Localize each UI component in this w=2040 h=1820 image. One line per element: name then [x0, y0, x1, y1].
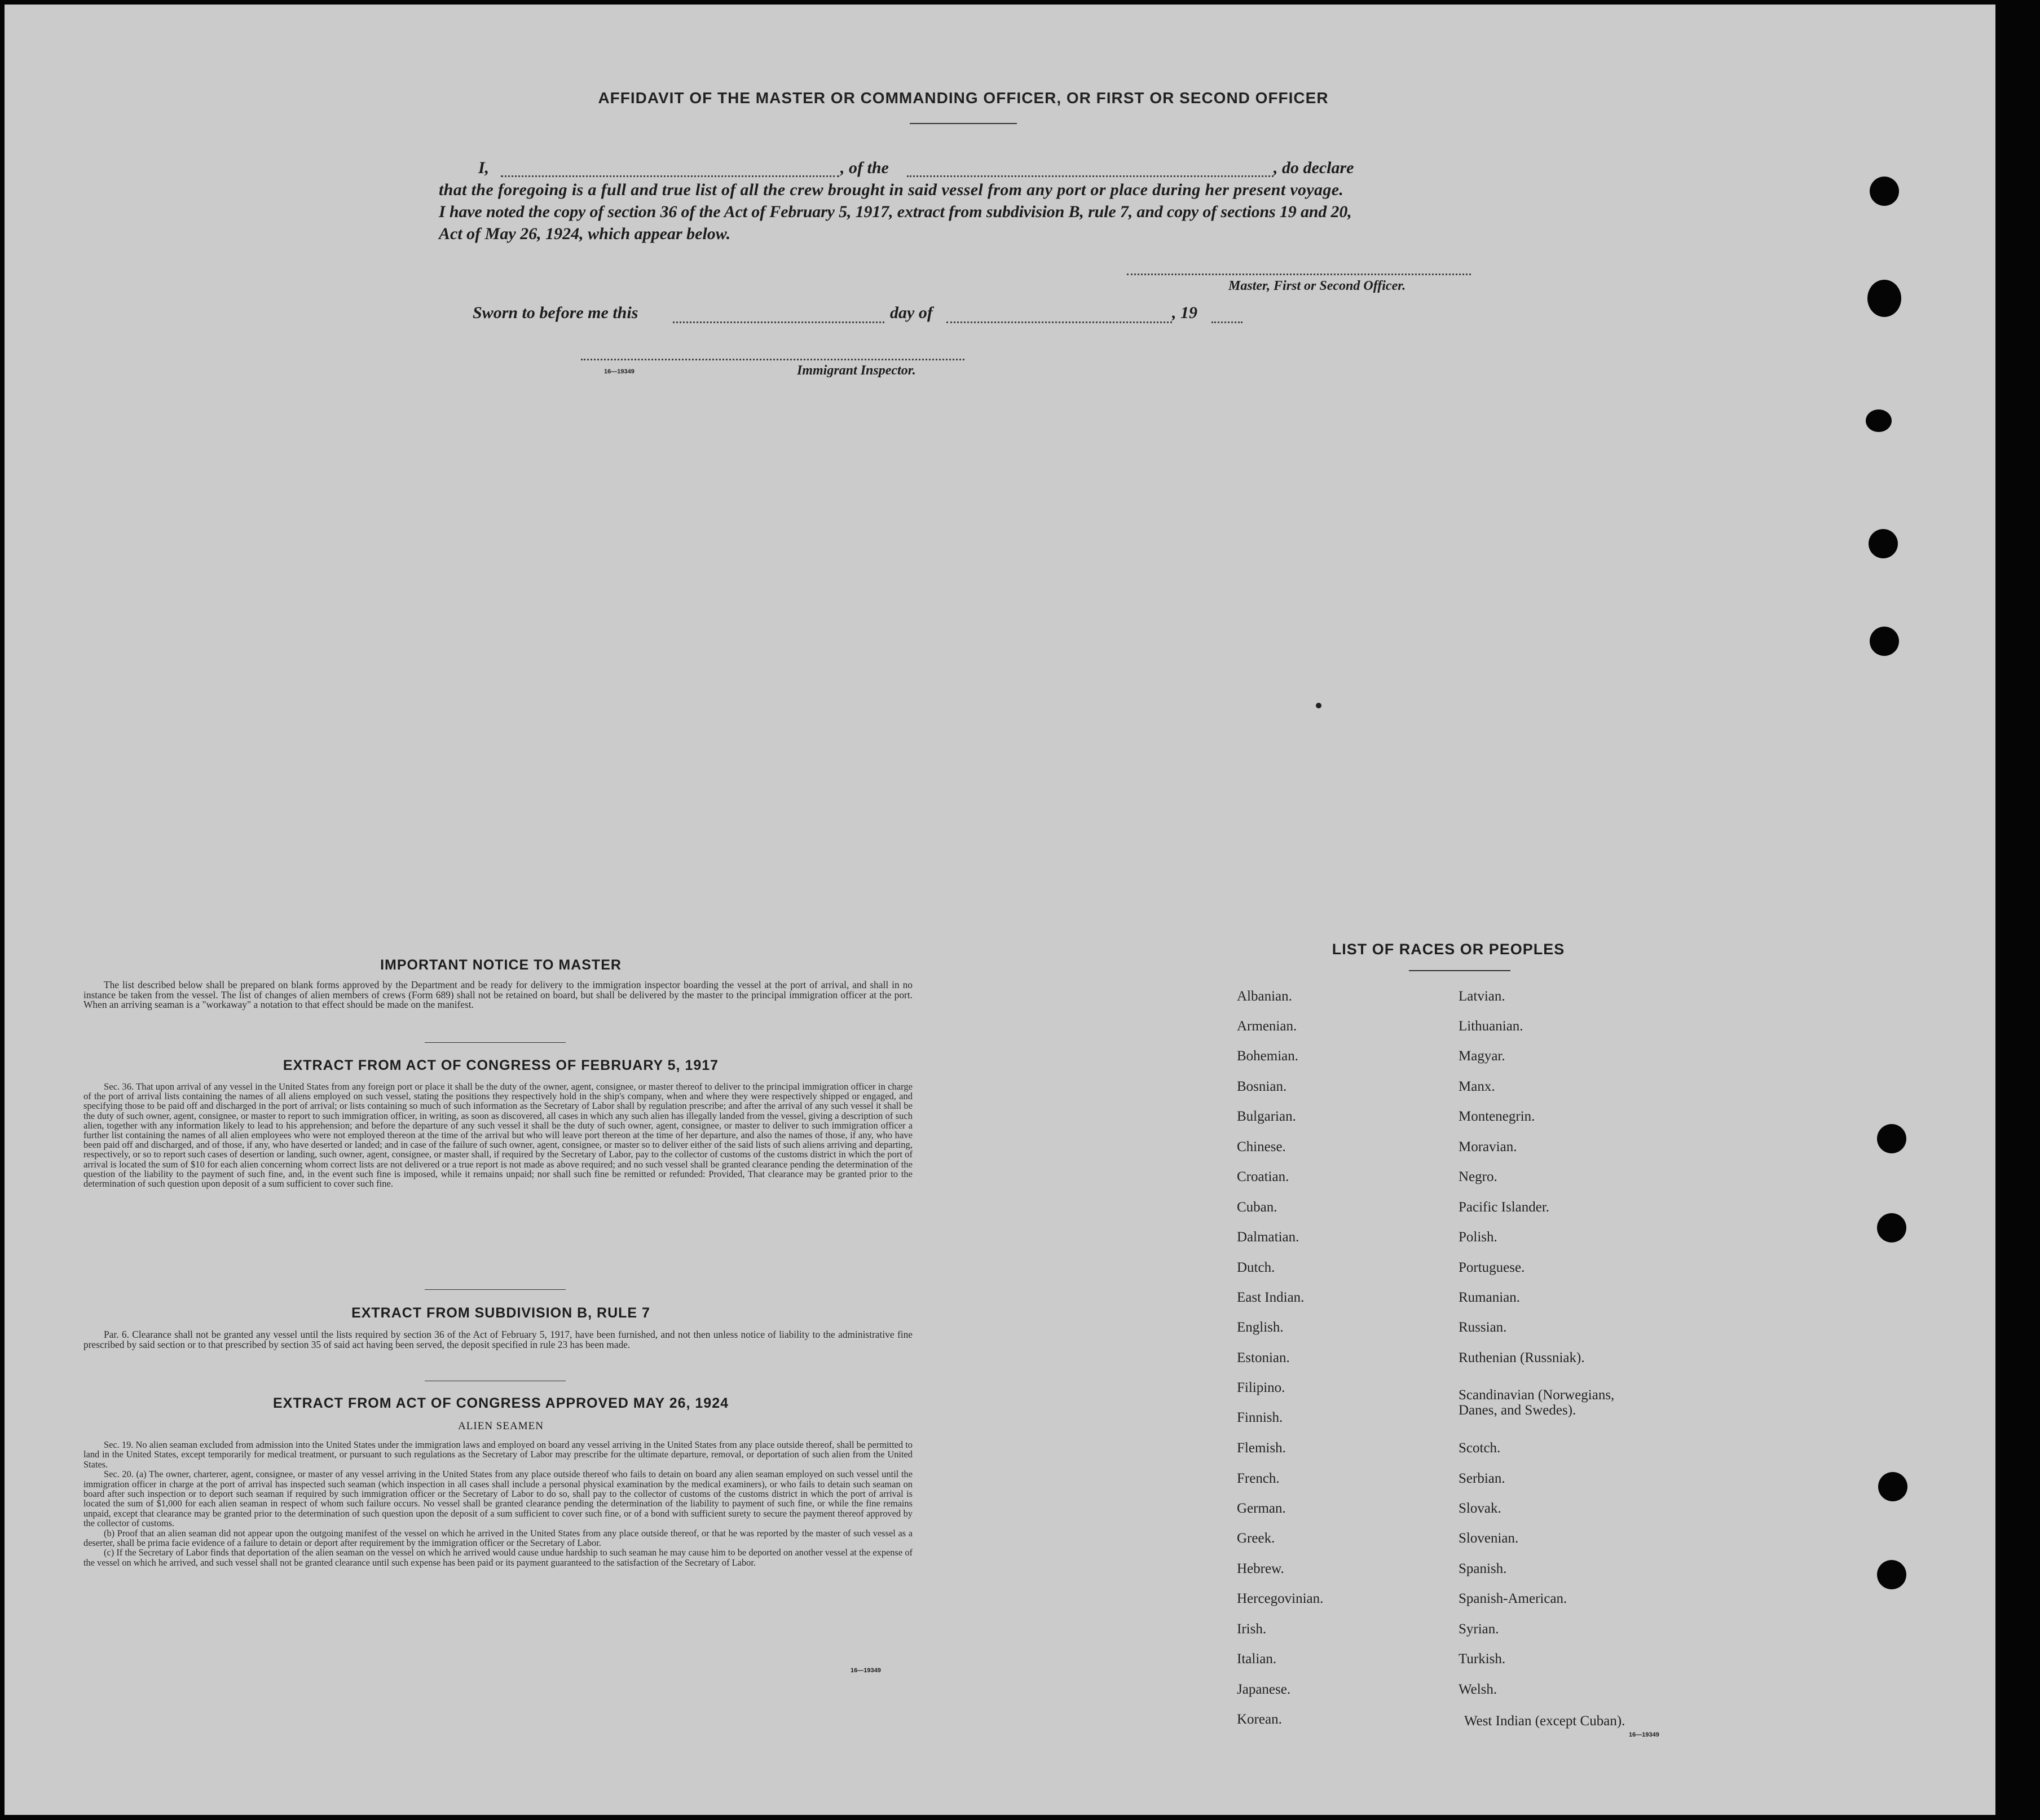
- extract-1924-text: [83, 1440, 913, 1660]
- sworn-line: [473, 303, 1262, 326]
- races-title: LIST OF RACES OR PEOPLES: [1332, 941, 1565, 958]
- race-item: Lithuanian.: [1459, 1019, 1523, 1034]
- vessel-blank: [907, 175, 1274, 177]
- punch-hole: [1877, 1213, 1906, 1242]
- race-item: Filipino.: [1237, 1380, 1285, 1395]
- declaration-i: I,: [478, 158, 490, 177]
- race-item: Flemish.: [1237, 1440, 1286, 1456]
- race-item: Armenian.: [1237, 1019, 1297, 1034]
- race-item: French.: [1237, 1471, 1280, 1486]
- divider: [425, 1289, 566, 1290]
- race-item: East Indian.: [1237, 1290, 1305, 1305]
- extract-1917-text: [83, 1082, 913, 1279]
- race-item: Estonian.: [1237, 1350, 1290, 1365]
- race-item: German.: [1237, 1501, 1286, 1516]
- sworn-day-of: day of: [890, 303, 933, 322]
- affidavit-title: AFFIDAVIT OF THE MASTER OR COMMANDING OFFICER, OR FIRST OR SECOND OFFICER: [598, 89, 1329, 107]
- race-item: Slovak.: [1459, 1501, 1501, 1516]
- form-number-top: 16—19349: [604, 368, 635, 375]
- race-item: Bohemian.: [1237, 1048, 1299, 1064]
- race-item: Moravian.: [1459, 1139, 1517, 1154]
- race-item: Serbian.: [1459, 1471, 1505, 1486]
- section-36-paragraph: Sec. 36. That upon arrival of any vessel in the United States from any foreign port or place it shall be the duty of the owner, agent, consignee, or master thereof to deliver to the principal immigration officer in charge of the port of arrival lists containing the names of all aliens employed on such vessel, stating the positions they respectively hold in the ship's company, when and where they were respectively shipped or engaged, and specifying those to be paid off and discharged in the port of arrival; or lists containing so much of such information as the Secretary of Labor shall by regulation prescribe; and after the arrival of any such vessel it shall be the duty of such owner, agent, consignee, or master to report to such immigration officer, in writing, as soon as discovered, all cases in which any such alien has illegally landed from the vessel, giving a description of such alien, together with any information likely to lead to his apprehension; and before the departure of any such vessel it shall be the duty of such owner, agent, consignee, or master to deliver to such immigration officer a further list containing the names of all alien employees who were not employed thereon at the time of the arrival but who will leave port thereon at the time of her departure, and also the names of those, if any, who have been paid off and discharged, and of those, if any, who have deserted or landed; and in case of the failure of such owner, agent, consignee, or master so to deliver either of the said lists of such aliens arriving and departing, respectively, or so to report such cases of desertion or landing, such owner, agent, consignee, or master shall, if required by the Secretary of Labor, pay to the collector of customs of the customs district in which the port of arrival is located the sum of $10 for each alien concerning whom correct lists are not delivered or a true report is not made as above required; and no such vessel shall be granted clearance pending the determination of the question of the liability to the payment of such fine, and, in the event such fine is imposed, while it remains unpaid; nor shall such fine be remitted or refunded: Provided, That clearance may be granted prior to the determination of such question upon deposit of a sum sufficient to cover such fine.: [83, 1081, 913, 1189]
- section-20a-paragraph: Sec. 20. (a) The owner, charterer, agent, consignee, or master of any vessel arriving in the United States from any place outside thereof who fails to detain on board any alien seaman employed on such vessel until the immigration officer in charge at the port of arrival has inspected such seaman (which inspection in all cases shall include a personal physical examination by the medical examiners), or who fails to detain such seaman on board after such inspection or to deport such seaman if required by such immigration officer or the Secretary of Labor to do so, shall pay to the collector of customs of the customs district in which the port of arrival is located the sum of $1,000 for each alien seaman in respect of whom such failure occurs. No vessel shall be granted clearance pending the determination of the liability to payment of such fine, or while the fine remains unpaid, except that clearance may be granted prior to the determination of such question upon the deposit of a sum sufficient to cover such fine, or of a bond with sufficient surety to secure the payment thereof approved by the collector of customs.: [83, 1469, 913, 1529]
- race-item: Chinese.: [1237, 1139, 1286, 1154]
- declaration-do-declare: , do declare: [1274, 158, 1354, 177]
- race-item: Manx.: [1459, 1079, 1495, 1094]
- race-item: Spanish-American.: [1459, 1591, 1567, 1606]
- race-item: Dalmatian.: [1237, 1230, 1299, 1245]
- race-item: Ruthenian (Russniak).: [1459, 1350, 1585, 1365]
- race-item: Montenegrin.: [1459, 1109, 1535, 1124]
- race-item: West Indian (except Cuban).: [1464, 1713, 1625, 1729]
- race-item: Spanish.: [1459, 1561, 1507, 1576]
- punch-hole: [1869, 529, 1898, 558]
- race-item: Pacific Islander.: [1459, 1200, 1550, 1215]
- race-item: Greek.: [1237, 1531, 1275, 1546]
- rule7-title: EXTRACT FROM SUBDIVISION B, RULE 7: [351, 1305, 650, 1321]
- punch-hole: [1866, 409, 1892, 432]
- race-item: Polish.: [1459, 1230, 1497, 1245]
- punch-hole: [1870, 177, 1899, 206]
- inspector-label: Immigrant Inspector.: [797, 363, 916, 378]
- divider: [425, 1042, 566, 1043]
- rule7-text: [83, 1330, 913, 1364]
- race-item: Magyar.: [1459, 1048, 1505, 1064]
- race-item: Croatian.: [1237, 1169, 1289, 1184]
- race-item: Japanese.: [1237, 1682, 1291, 1697]
- day-blank: [673, 321, 884, 323]
- punch-hole: [1870, 627, 1899, 656]
- race-item: Finnish.: [1237, 1410, 1283, 1425]
- section-20b-paragraph: (b) Proof that an alien seaman did not appear upon the outgoing manifest of the vessel on which he arrived in the United States from any place outside thereof, or that he was reported by the master of such vessel as a deserter, shall be prima facie evidence of a failure to detain or deport after requirement by the immigration officer or the Secretary of Labor.: [83, 1527, 913, 1549]
- speck: [1316, 703, 1321, 708]
- race-item: Hercegovinian.: [1237, 1591, 1324, 1606]
- form-number-bottom: 16—19349: [851, 1667, 881, 1674]
- declaration-line-3: I have noted the copy of section 36 of the Act of February 5, 1917, extract from subdivision B, rule 7, and copy of sections 19 and 20,: [439, 202, 1352, 221]
- race-item: Syrian.: [1459, 1621, 1499, 1637]
- race-item: Hebrew.: [1237, 1561, 1284, 1576]
- race-item: English.: [1237, 1320, 1284, 1335]
- race-item: Latvian.: [1459, 989, 1505, 1004]
- inspector-blank: [581, 359, 964, 360]
- extract-1917-title: EXTRACT FROM ACT OF CONGRESS OF FEBRUARY 5, 1917: [283, 1057, 719, 1073]
- punch-hole: [1877, 1124, 1906, 1153]
- sworn-year: , 19: [1172, 303, 1197, 322]
- notice-text: [83, 980, 913, 1025]
- declaration-of-the: , of the: [840, 158, 889, 177]
- race-item: Turkish.: [1459, 1651, 1506, 1667]
- rule7-paragraph: Par. 6. Clearance shall not be granted any vessel until the lists required by section 36 of the Act of February 5, 1917, have been furnished, and not then unless notice of liability to the administrative fine prescribed by said section or to that prescribed by section 35 of said act having been served, the deposit specified in rule 23 has been made.: [83, 1329, 913, 1350]
- race-item: Portuguese.: [1459, 1260, 1525, 1275]
- race-item: Dutch.: [1237, 1260, 1275, 1275]
- name-blank: [501, 175, 839, 177]
- race-item: Scandinavian (Norwegians, Danes, and Swedes).: [1459, 1387, 1615, 1418]
- notice-title: IMPORTANT NOTICE TO MASTER: [380, 957, 622, 973]
- title-underline: [910, 123, 1017, 124]
- race-item: Welsh.: [1459, 1682, 1497, 1697]
- month-blank: [946, 321, 1172, 323]
- document-page: [5, 5, 1995, 1815]
- race-item: Russian.: [1459, 1320, 1507, 1335]
- race-item: Negro.: [1459, 1169, 1497, 1184]
- races-title-underline: [1409, 970, 1510, 971]
- race-item: Rumanian.: [1459, 1290, 1521, 1305]
- section-20c-paragraph: (c) If the Secretary of Labor finds that deportation of the alien seaman on the vessel on which he arrived would cause undue hardship to such seaman he may cause him to be deported on another vessel at the expense of the vessel on which he arrived, and such vessel shall not be granted clearance until such expense has been paid or its payment guaranteed to the satisfaction of the Secretary of Labor.: [83, 1547, 913, 1568]
- race-item: Scotch.: [1459, 1440, 1501, 1456]
- declaration-text: [439, 157, 1499, 253]
- year-blank: [1211, 321, 1242, 323]
- sworn-text: Sworn to before me this: [473, 303, 638, 322]
- signature-label: Master, First or Second Officer.: [1228, 279, 1406, 293]
- form-number-races: 16—19349: [1629, 1731, 1659, 1738]
- signature-blank: [1127, 274, 1471, 275]
- race-item: Albanian.: [1237, 989, 1292, 1004]
- declaration-line-2: that the foregoing is a full and true list of all the crew brought in said vessel from any port or place during her present voyage.: [439, 180, 1344, 199]
- punch-hole: [1867, 280, 1901, 317]
- extract-1924-title: EXTRACT FROM ACT OF CONGRESS APPROVED MAY 26, 1924: [272, 1395, 729, 1411]
- declaration-line-4: Act of May 26, 1924, which appear below.: [439, 224, 731, 243]
- race-item: Cuban.: [1237, 1200, 1277, 1215]
- race-item: Irish.: [1237, 1621, 1267, 1637]
- race-item: Bulgarian.: [1237, 1109, 1296, 1124]
- alien-seamen-subtitle: ALIEN SEAMEN: [458, 1420, 544, 1432]
- race-item: Italian.: [1237, 1651, 1277, 1667]
- race-item: Slovenian.: [1459, 1531, 1519, 1546]
- punch-hole: [1878, 1472, 1907, 1501]
- race-item: Bosnian.: [1237, 1079, 1287, 1094]
- race-item: Korean.: [1237, 1712, 1282, 1727]
- punch-hole: [1877, 1560, 1906, 1589]
- section-19-paragraph: Sec. 19. No alien seaman excluded from admission into the United States under the immigration laws and employed on board any vessel arriving in the United States from any place outside thereof, shall be permitted to land in the United States, except temporarily for medical treatment, or pursuant to such regulations as the Secretary of Labor may prescribe for the ultimate departure, removal, or deportation of such alien from the United States.: [83, 1439, 913, 1470]
- notice-paragraph: The list described below shall be prepared on blank forms approved by the Department and be ready for delivery to the immigration inspector boarding the vessel at the port of arrival, and shall in no instance be taken from the vessel. The list of changes of alien members of crews (Form 689) shall not be retained on board, but shall be delivered by the master to the principal immigration officer at the port. When an arriving seaman is a "workaway" a notation to that effect should be made on the manifest.: [83, 979, 913, 1010]
